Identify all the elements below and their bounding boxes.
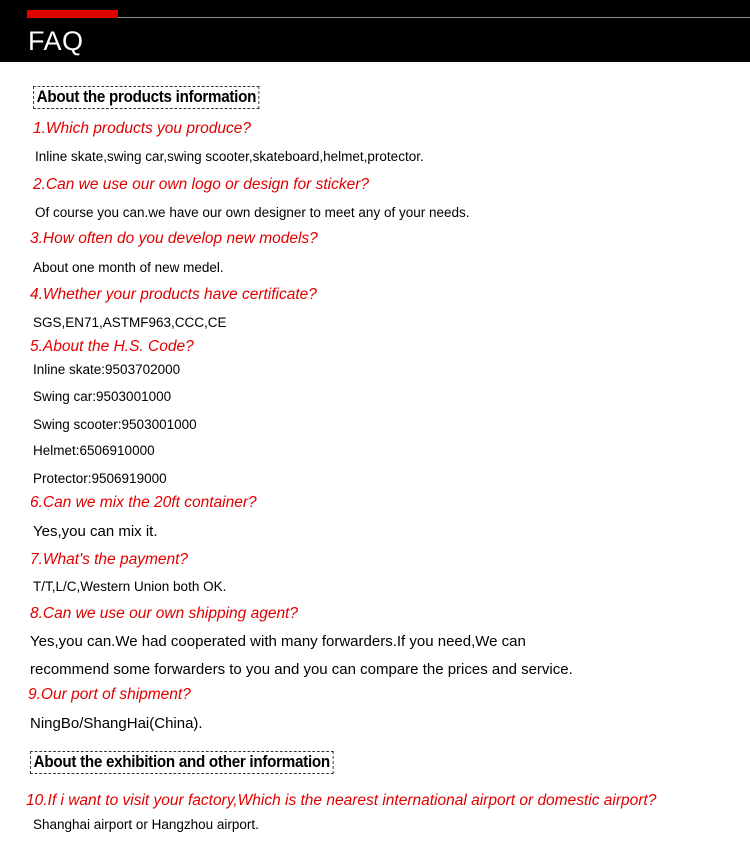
answer-5-line-5: Protector:9506919000: [33, 471, 167, 486]
question-7: 7.What's the payment?: [30, 551, 189, 568]
question-2: 2.Can we use our own logo or design for sticker?: [33, 176, 370, 193]
section-title-exhibition: About the exhibition and other information: [30, 751, 334, 774]
question-9: 9.Our port of shipment?: [28, 686, 191, 703]
question-8: 8.Can we use our own shipping agent?: [30, 605, 298, 622]
answer-4: SGS,EN71,ASTMF963,CCC,CE: [33, 315, 227, 330]
answer-5-line-1: Inline skate:9503702000: [33, 362, 181, 377]
answer-3: About one month of new medel.: [33, 260, 224, 275]
header-red-accent-bar: [27, 10, 118, 18]
answer-10: Shanghai airport or Hangzhou airport.: [33, 817, 259, 832]
answer-1: Inline skate,swing car,swing scooter,skateboard,helmet,protector.: [35, 149, 424, 164]
section-title-products: About the products information: [33, 86, 260, 109]
faq-header: [0, 0, 750, 62]
question-5: 5.About the H.S. Code?: [30, 338, 194, 355]
question-10: 10.If i want to visit your factory,Which is the nearest international airport or domestic airport?: [26, 792, 657, 809]
answer-8-line-2: recommend some forwarders to you and you can compare the prices and service.: [30, 661, 573, 678]
answer-9: NingBo/ShangHai(China).: [30, 715, 203, 732]
answer-6: Yes,you can mix it.: [33, 523, 158, 540]
header-divider-line: [118, 17, 750, 18]
answer-5-line-2: Swing car:9503001000: [33, 389, 172, 404]
answer-2: Of course you can.we have our own designer to meet any of your needs.: [35, 205, 470, 220]
answer-5-line-4: Helmet:6506910000: [33, 443, 155, 458]
answer-7: T/T,L/C,Western Union both OK.: [33, 579, 227, 594]
answer-5-line-3: Swing scooter:9503001000: [33, 417, 197, 432]
question-4: 4.Whether your products have certificate?: [30, 286, 317, 303]
answer-8-line-1: Yes,you can.We had cooperated with many forwarders.If you need,We can: [30, 633, 526, 650]
question-6: 6.Can we mix the 20ft container?: [30, 494, 257, 511]
page-title: FAQ: [28, 26, 84, 56]
question-1: 1.Which products you produce?: [33, 120, 251, 137]
question-3: 3.How often do you develop new models?: [30, 230, 318, 247]
